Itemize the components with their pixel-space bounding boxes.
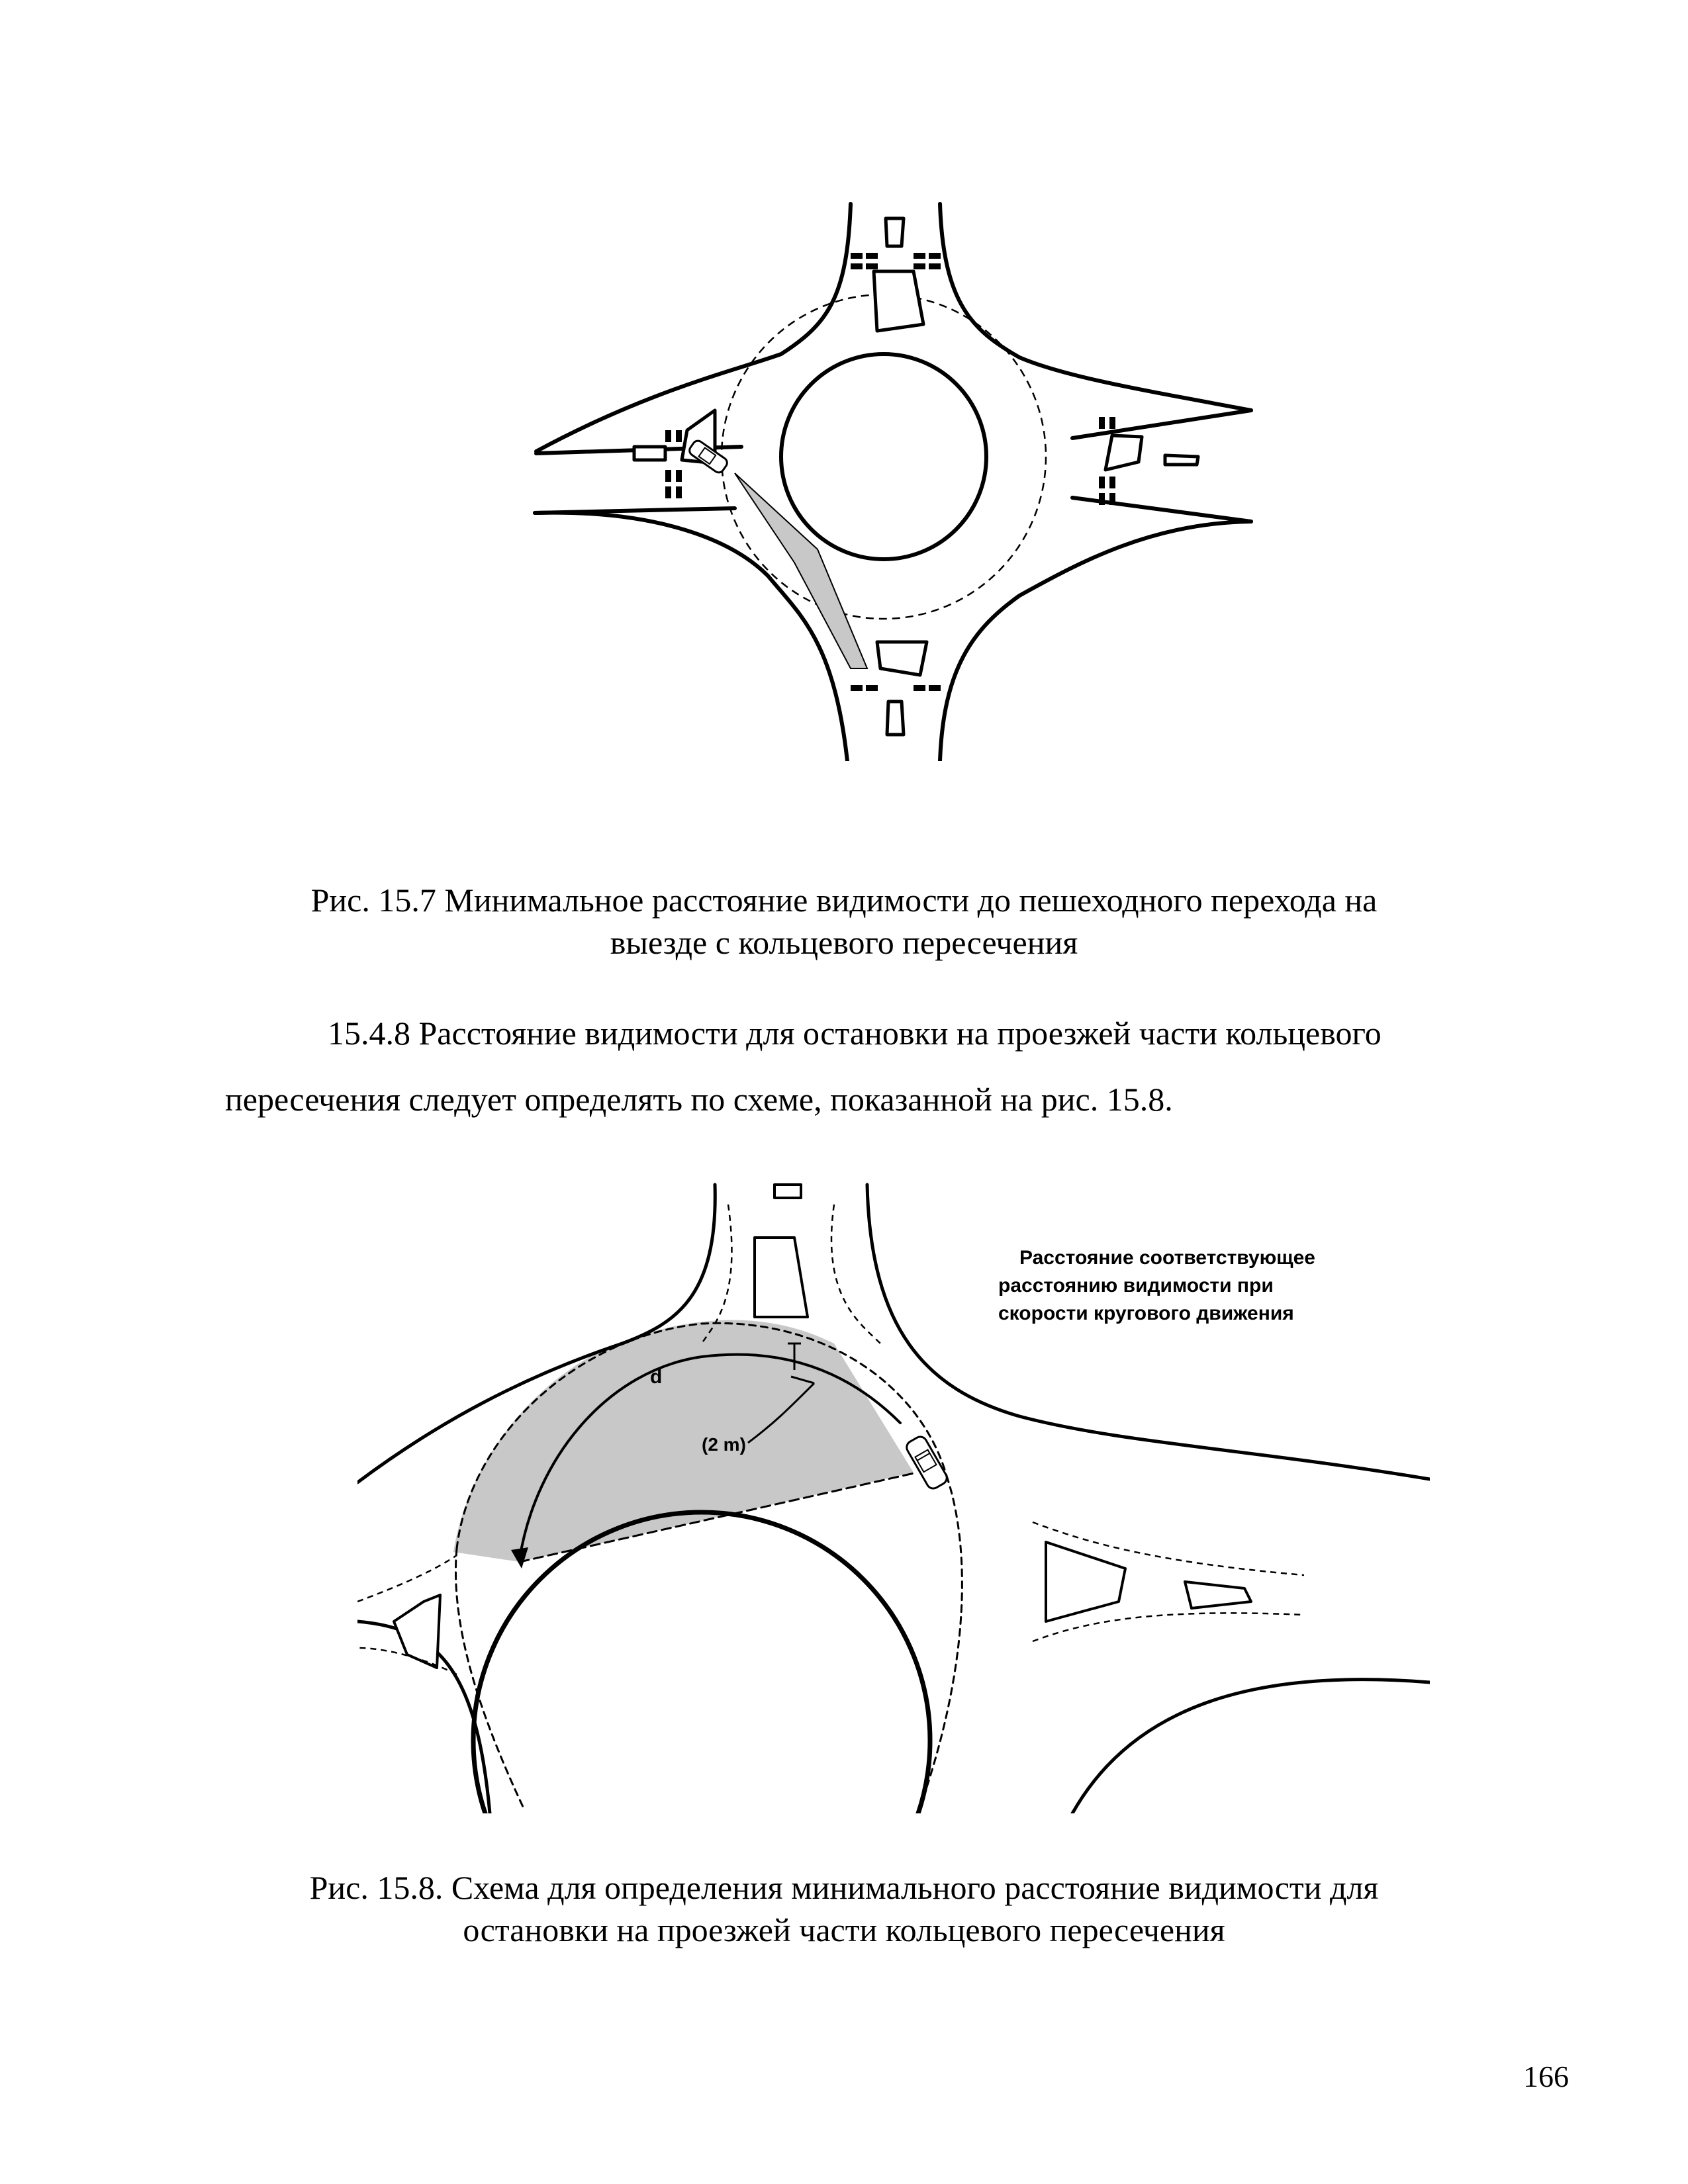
label-d: d xyxy=(650,1366,663,1388)
splitter-east-small xyxy=(1185,1582,1251,1608)
label-2m: (2 m) xyxy=(702,1434,746,1455)
paragraph-15-4-8-line1: 15.4.8 Расстояние видимости для остановки на проезжей части кольцевого xyxy=(328,1015,1382,1052)
figure-15-8-sight-distance-diagram xyxy=(357,1145,1430,1813)
figure-15-7-roundabout xyxy=(516,192,1264,761)
caption-line: остановки на проезжей части кольцевого пересечения xyxy=(463,1911,1225,1948)
annotation-line: Расстояние соответствующее xyxy=(1019,1247,1315,1269)
splitter-east xyxy=(1105,435,1142,470)
paragraph-15-4-8-line2: пересечения следует определять по схеме, показанной на рис. 15.8. xyxy=(225,1081,1173,1118)
sight-triangle xyxy=(735,473,867,668)
splitter-north-small xyxy=(886,218,904,246)
annotation-line: расстоянию видимости при xyxy=(998,1275,1274,1297)
splitter-east-small xyxy=(1165,455,1198,465)
outer-curve-nw xyxy=(536,204,851,451)
figure-15-7-caption xyxy=(199,879,1489,964)
caption-line: Рис. 15.8. Схема для определения минимального расстояние видимости для xyxy=(309,1869,1379,1906)
crosswalk-north xyxy=(851,253,941,269)
crosswalk-south xyxy=(851,685,941,691)
splitter-south-small xyxy=(887,702,904,735)
splitter-south xyxy=(877,642,927,675)
caption-line: Рис. 15.7 Минимальное расстояние видимости до пешеходного перехода на xyxy=(310,882,1378,919)
splitter-west xyxy=(394,1595,440,1668)
splitter-north xyxy=(874,271,923,331)
splitter-east xyxy=(1046,1542,1125,1621)
splitter-west-small xyxy=(634,447,665,460)
outer-curve-ne xyxy=(940,204,1251,410)
splitter-north-small xyxy=(774,1185,801,1198)
central-island xyxy=(781,354,986,559)
outer-curve-ne xyxy=(867,1185,1430,1479)
caption-line: выезде с кольцевого пересечения xyxy=(610,924,1078,961)
page-number: 166 xyxy=(1523,2060,1569,2093)
outer-curve-se xyxy=(940,522,1251,761)
crosswalk-west xyxy=(665,430,682,498)
outer-curve-se xyxy=(1072,1680,1430,1813)
splitter-north xyxy=(755,1238,808,1317)
figure-15-8-caption xyxy=(199,1866,1489,1951)
annotation-line: скорости кругового движения xyxy=(998,1302,1294,1324)
